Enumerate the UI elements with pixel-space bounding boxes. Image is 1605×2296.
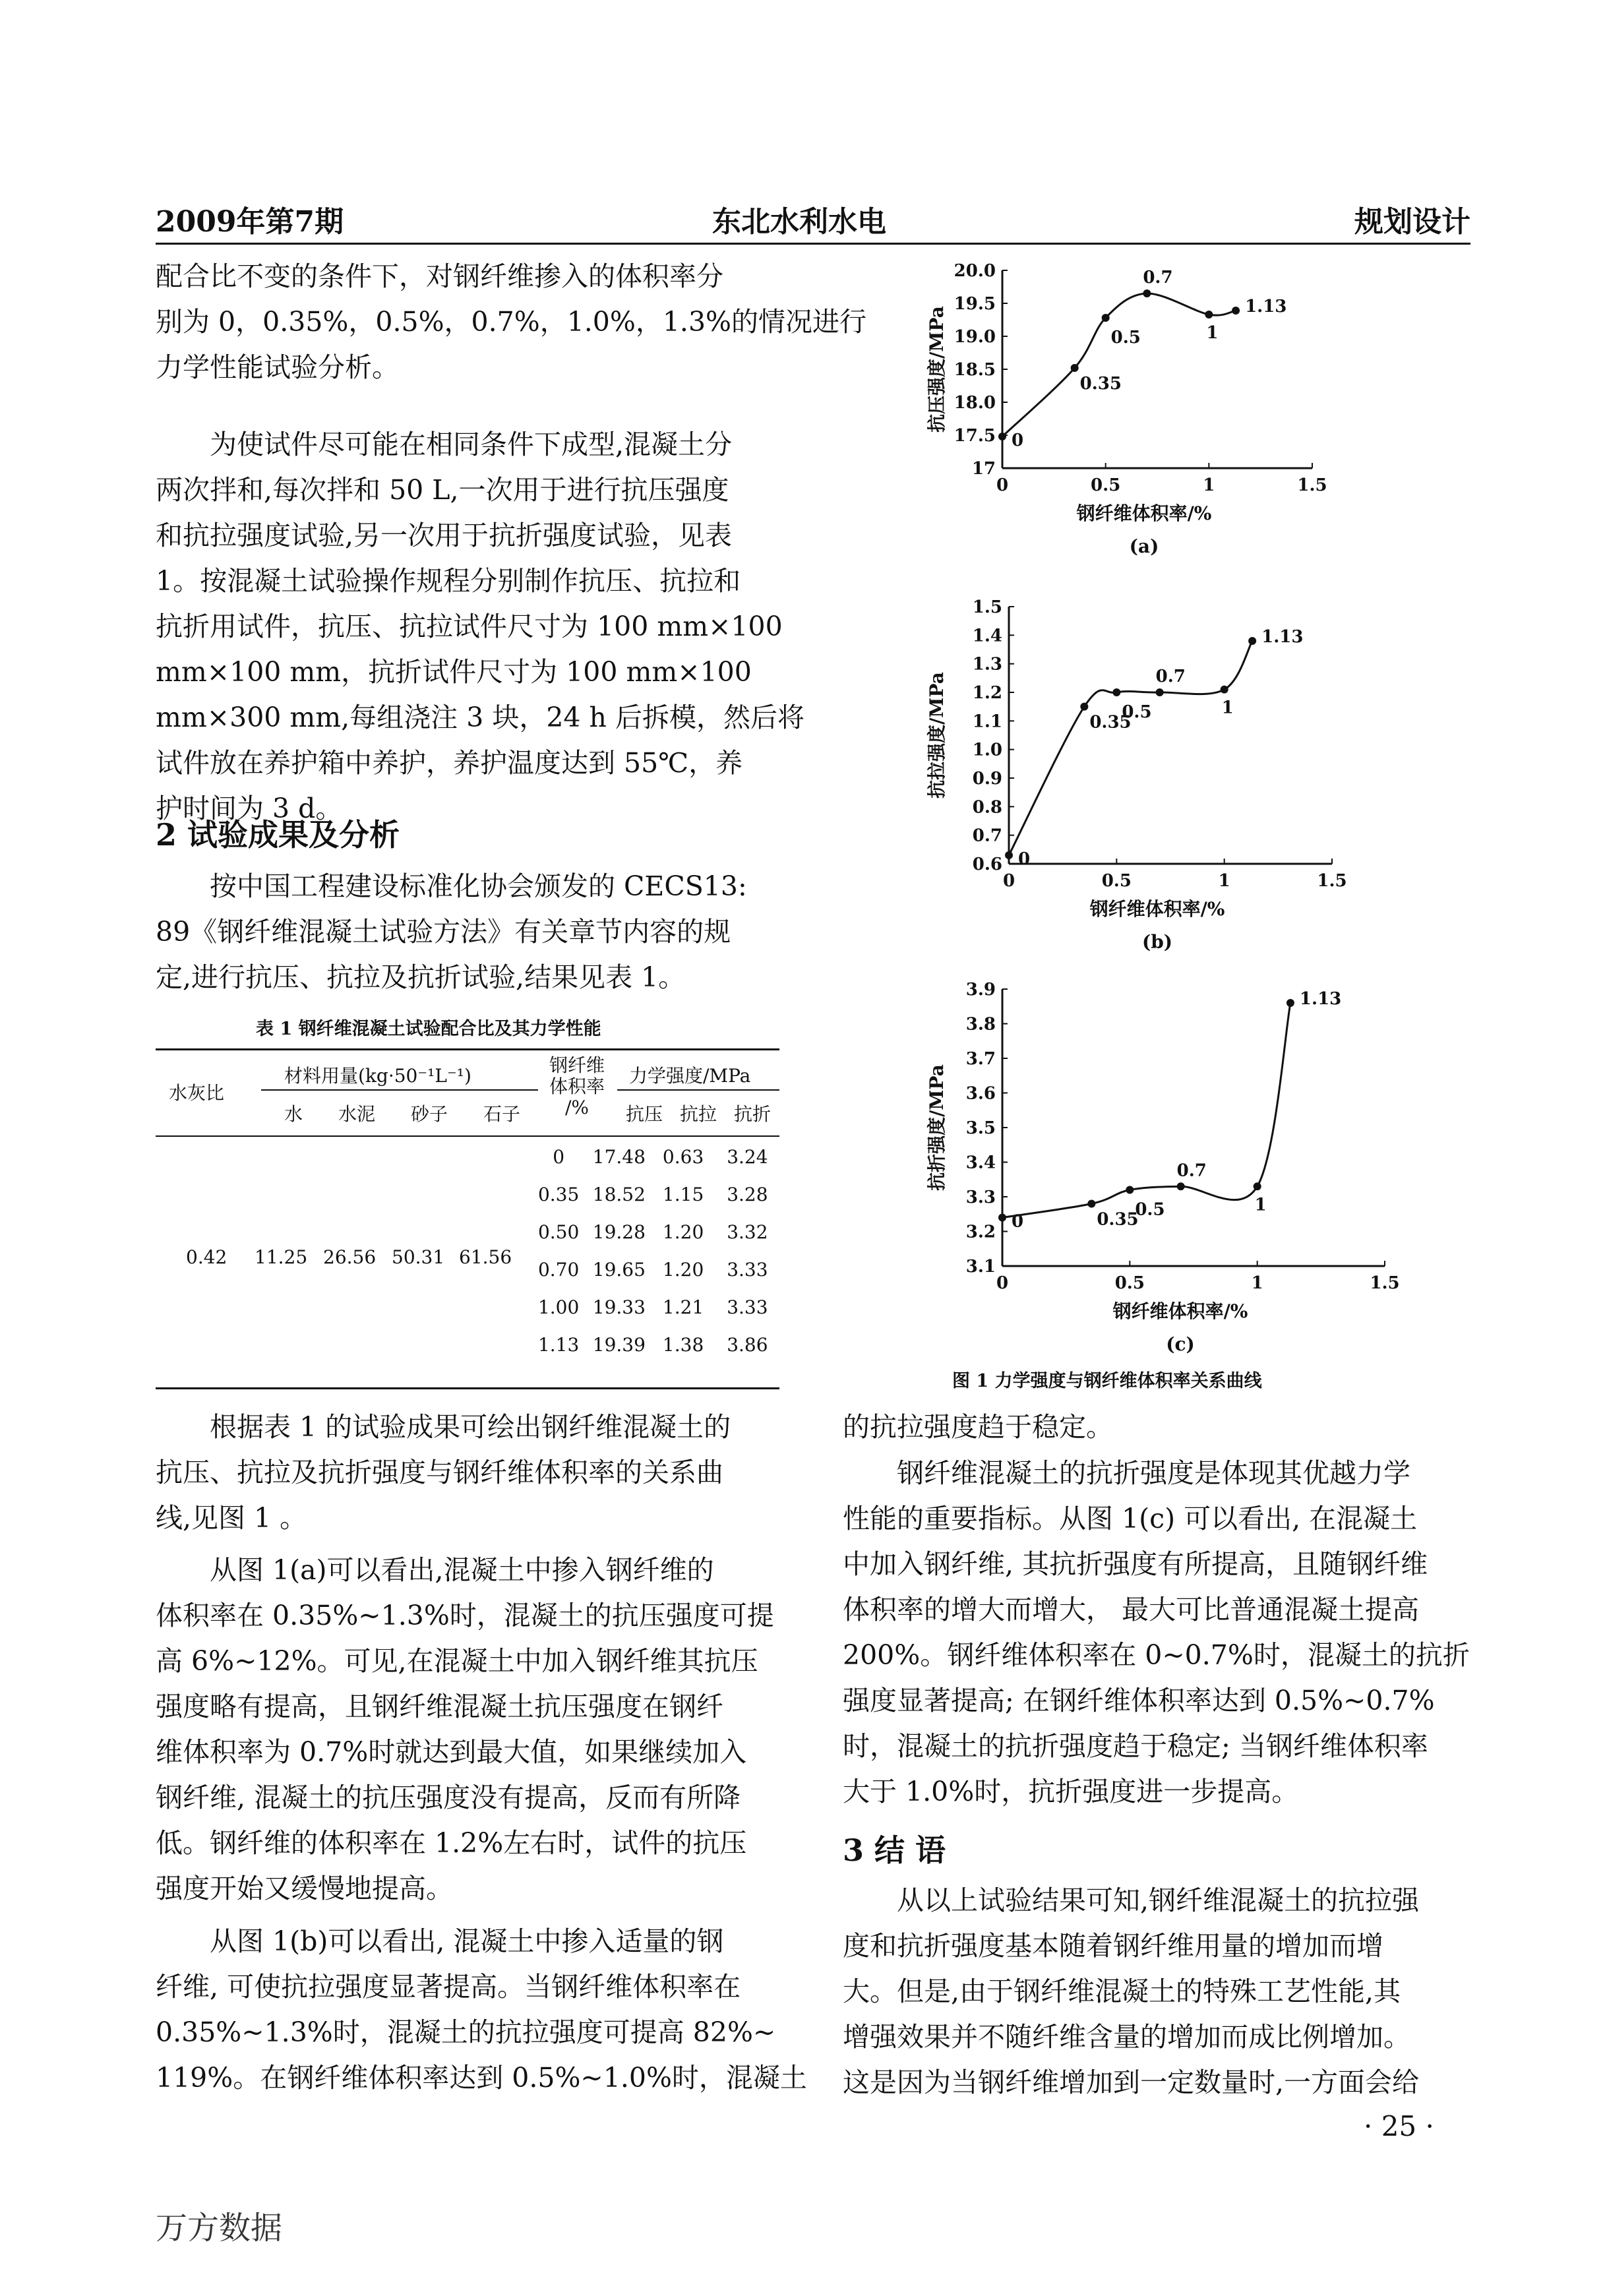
text-line: mm×100 mm，抗折试件尺寸为 100 mm×100 <box>156 656 752 688</box>
text-line: 这是因为当钢纤维增加到一定数量时,一方面会给 <box>843 2067 1420 2098</box>
paragraph-4 <box>156 1405 779 1541</box>
x-tick-label: 0.5 <box>1091 475 1121 495</box>
text-line: 大。但是,由于钢纤维混凝土的特殊工艺性能,其 <box>843 1976 1401 2007</box>
data-point <box>1177 1182 1185 1190</box>
table-row <box>530 1288 779 1326</box>
y-tick-label: 1.5 <box>972 597 1002 617</box>
y-tick-label: 19.0 <box>954 327 996 347</box>
data-point <box>1126 1186 1134 1194</box>
watermark: 万方数据 <box>156 2210 283 2247</box>
sub-sand: 砂子 <box>410 1103 448 1125</box>
text-line: 强度显著提高; 在钢纤维体积率达到 0.5%~0.7% <box>843 1685 1435 1716</box>
sub-compressive: 抗压 <box>625 1103 663 1125</box>
table-caption: 表 1 钢纤维混凝土试验配合比及其力学性能 <box>256 1019 601 1039</box>
y-tick-label: 3.2 <box>965 1222 996 1242</box>
text-line: 力学性能试验分析。 <box>156 351 399 383</box>
point-label: 0.35 <box>1089 712 1132 733</box>
paragraph-5 <box>156 1548 779 1912</box>
data-point <box>1156 688 1164 696</box>
x-tick-label: 1.5 <box>1370 1273 1400 1293</box>
point-label: 0.5 <box>1110 328 1141 347</box>
material-subheads <box>266 1100 538 1126</box>
text-line: 体积率在 0.35%~1.3%时，混凝土的抗压强度可提 <box>156 1600 774 1631</box>
y-tick-label: 0.9 <box>972 769 1002 789</box>
table-cell: 1.20 <box>662 1259 704 1281</box>
header-fiber-l2: 体积率 <box>549 1075 605 1097</box>
table-cell: 0.63 <box>662 1146 704 1168</box>
text-line: 维体积率为 0.7%时就达到最大值，如果继续加入 <box>156 1736 747 1768</box>
table-row <box>530 1138 779 1176</box>
text-line: 度和抗折强度基本随着钢纤维用量的增加而增 <box>843 1930 1383 1962</box>
paragraph-1 <box>156 254 867 390</box>
point-label: 0.7 <box>1143 268 1173 287</box>
data-point <box>1205 311 1213 318</box>
table-cell: 19.33 <box>592 1296 646 1318</box>
text-line: 从图 1(b)可以看出, 混凝土中掺入适量的钢 <box>210 1925 724 1957</box>
y-tick-label: 18.5 <box>954 360 996 380</box>
table-cell: 3.33 <box>727 1259 768 1281</box>
y-axis-label: 抗拉强度/MPa <box>926 672 948 799</box>
y-axis-label: 抗折强度/MPa <box>926 1064 948 1191</box>
table-cell: 0.50 <box>537 1221 580 1243</box>
table-header-rule <box>156 1135 779 1137</box>
cell-wc: 0.42 <box>186 1246 227 1268</box>
table-row <box>530 1251 779 1288</box>
table-cell: 3.24 <box>727 1146 768 1168</box>
data-point <box>998 433 1006 440</box>
text-line: 试件放在养护箱中养护，养护温度达到 55℃，养 <box>156 747 743 779</box>
sub-tensile: 抗拉 <box>679 1103 717 1125</box>
text-line: 按中国工程建设标准化协会颁发的 CECS13: <box>210 870 747 902</box>
y-axis-label: 抗压强度/MPa <box>926 306 948 433</box>
material-subrule <box>261 1089 538 1091</box>
y-tick-label: 3.3 <box>965 1188 996 1207</box>
text-line: 中加入钢纤维, 其抗折强度有所提高，且随钢纤维 <box>843 1548 1428 1580</box>
text-line: 89《钢纤维混凝土试验方法》有关章节内容的规 <box>156 916 731 948</box>
y-tick-label: 3.1 <box>965 1257 996 1277</box>
chart-svg <box>877 593 1405 956</box>
table-cell: 1.38 <box>662 1334 704 1356</box>
point-label: 1 <box>1221 698 1234 718</box>
table-cell: 19.39 <box>592 1334 646 1356</box>
data-point <box>1080 703 1088 711</box>
point-label: 0.7 <box>1155 667 1186 686</box>
y-tick-label: 1.1 <box>972 711 1002 732</box>
data-point <box>1102 314 1110 322</box>
text-line: 护时间为 3 d。 <box>156 793 343 824</box>
panel-label: (b) <box>1141 931 1173 953</box>
strength-subrule <box>617 1089 779 1091</box>
point-label: 0 <box>1012 431 1024 450</box>
text-line: 定,进行抗压、抗拉及抗折试验,结果见表 1。 <box>156 961 686 993</box>
point-label: 0.5 <box>1122 702 1152 722</box>
cell-stone: 61.56 <box>459 1246 512 1268</box>
issue-label: 2009年第7期 <box>156 205 344 239</box>
text-line: 体积率的增大而增大， 最大可比普通混凝土提高 <box>843 1594 1420 1625</box>
table-cell: 3.28 <box>727 1184 768 1205</box>
text-line: 时，混凝土的抗折强度趋于稳定; 当钢纤维体积率 <box>843 1730 1428 1762</box>
sub-flexural: 抗折 <box>733 1103 771 1125</box>
text-line: 200%。钢纤维体积率在 0~0.7%时，混凝土的抗折 <box>843 1639 1470 1671</box>
x-axis-label: 钢纤维体积率/% <box>1112 1300 1248 1322</box>
data-point <box>1221 686 1228 694</box>
text-line: 的抗拉强度趋于稳定。 <box>843 1411 1113 1443</box>
point-label: 0.35 <box>1097 1209 1139 1230</box>
chart-svg <box>877 976 1405 1358</box>
text-line: 从以上试验结果可知,钢纤维混凝土的抗拉强 <box>897 1885 1420 1916</box>
header-fiber <box>547 1055 607 1118</box>
table-cell: 19.65 <box>592 1259 646 1281</box>
y-tick-label: 17 <box>971 459 996 479</box>
table-cell: 0 <box>553 1146 565 1168</box>
header-rule <box>156 243 1470 245</box>
text-line: 强度略有提高，且钢纤维混凝土抗压强度在钢纤 <box>156 1691 723 1722</box>
table-row <box>530 1213 779 1251</box>
y-tick-label: 3.4 <box>965 1153 996 1173</box>
text-line: 纤维, 可使抗拉强度显著提高。当钢纤维体积率在 <box>156 1971 741 2003</box>
x-tick-label: 0 <box>996 475 1009 495</box>
header-strength: 力学强度/MPa <box>629 1065 751 1087</box>
text-line: 钢纤维混凝土的抗折强度是体现其优越力学 <box>897 1457 1410 1489</box>
paragraph-7 <box>843 1405 1467 1450</box>
table-cell: 18.52 <box>592 1184 646 1205</box>
point-label: 0 <box>1018 849 1031 869</box>
table-top-rule <box>156 1048 779 1050</box>
strength-subheads <box>617 1100 779 1126</box>
point-label: 0.5 <box>1135 1199 1165 1220</box>
y-tick-label: 3.5 <box>965 1118 996 1138</box>
paragraph-6 <box>156 1919 807 2101</box>
table-cell: 1.20 <box>662 1221 704 1243</box>
sub-cement: 水泥 <box>338 1103 375 1125</box>
table-cell: 17.48 <box>592 1146 646 1168</box>
text-line: 两次拌和,每次拌和 50 L,一次用于进行抗压强度 <box>156 474 729 506</box>
table-row <box>530 1176 779 1213</box>
table-cell: 1.13 <box>537 1334 580 1356</box>
point-label: 1.13 <box>1245 297 1287 317</box>
table-cell: 19.28 <box>592 1221 646 1243</box>
text-line: 大于 1.0%时，抗折强度进一步提高。 <box>843 1776 1299 1807</box>
x-tick-label: 0.5 <box>1101 871 1132 891</box>
text-line: 高 6%~12%。可见,在混凝土中加入钢纤维其抗压 <box>156 1645 758 1677</box>
text-line: 强度开始又缓慢地提高。 <box>156 1873 453 1904</box>
text-line: 抗折用试件，抗压、抗拉试件尺寸为 100 mm×100 <box>156 611 783 642</box>
table-right-block <box>530 1138 779 1364</box>
section-heading-3: 3 结 语 <box>843 1832 946 1868</box>
text-line: 线,见图 1 。 <box>156 1502 307 1534</box>
table-cell: 3.86 <box>727 1334 768 1356</box>
data-point <box>1005 851 1013 859</box>
section-label: 规划设计 <box>1354 205 1470 239</box>
text-line: 钢纤维, 混凝土的抗压强度没有提高，反而有所降 <box>156 1782 741 1813</box>
y-tick-label: 3.8 <box>965 1014 996 1035</box>
x-tick-label: 1 <box>1218 871 1230 891</box>
table-cell: 0.70 <box>537 1259 580 1281</box>
point-label: 0 <box>1012 1211 1024 1232</box>
x-tick-label: 1.5 <box>1317 871 1347 891</box>
data-point <box>1232 307 1240 315</box>
x-tick-label: 1 <box>1251 1273 1263 1293</box>
y-tick-label: 1.0 <box>972 740 1002 760</box>
cell-water: 11.25 <box>255 1246 308 1268</box>
chart-svg <box>877 257 1405 587</box>
table-cell: 3.32 <box>727 1221 768 1243</box>
header-fiber-l1: 钢纤维 <box>549 1054 605 1076</box>
y-tick-label: 1.3 <box>972 654 1002 675</box>
point-label: 1 <box>1254 1195 1267 1215</box>
x-tick-label: 0 <box>1002 871 1015 891</box>
data-point <box>1248 637 1256 645</box>
table-header <box>156 1055 779 1134</box>
page-number: · 25 · <box>1364 2110 1434 2142</box>
table-cell: 1.00 <box>537 1296 580 1318</box>
text-line: 1。按混凝土试验操作规程分别制作抗压、抗拉和 <box>156 565 741 597</box>
header-fiber-l3: /% <box>564 1097 590 1118</box>
x-axis-label: 钢纤维体积率/% <box>1076 502 1212 524</box>
data-point <box>1254 1182 1261 1190</box>
x-tick-label: 1.5 <box>1297 475 1327 495</box>
text-line: 和抗拉强度试验,另一次用于抗折强度试验，见表 <box>156 520 733 551</box>
text-line: 119%。在钢纤维体积率达到 0.5%~1.0%时，混凝土 <box>156 2062 807 2094</box>
x-tick-label: 0 <box>996 1273 1009 1293</box>
y-tick-label: 0.6 <box>972 855 1002 874</box>
figure-1b <box>877 593 1405 956</box>
point-label: 0.35 <box>1079 374 1122 394</box>
y-tick-label: 1.4 <box>972 626 1002 646</box>
text-line: 为使试件尽可能在相同条件下成型,混凝土分 <box>210 429 733 460</box>
journal-title: 东北水利水电 <box>712 205 886 239</box>
point-label: 0.7 <box>1176 1161 1207 1181</box>
cell-cement: 26.56 <box>323 1246 377 1268</box>
table-cell: 3.33 <box>727 1296 768 1318</box>
panel-label: (c) <box>1166 1333 1195 1355</box>
table-cell: 1.21 <box>662 1296 704 1318</box>
point-label: 1.13 <box>1299 989 1342 1009</box>
data-point <box>998 1214 1006 1222</box>
series-line <box>1002 1003 1290 1218</box>
text-line: 根据表 1 的试验成果可绘出钢纤维混凝土的 <box>210 1411 731 1443</box>
x-tick-label: 1 <box>1203 475 1215 495</box>
y-tick-label: 17.5 <box>954 426 996 446</box>
series-line <box>1002 293 1236 437</box>
paragraph-9 <box>843 1878 1467 2105</box>
text-line: 0.35%~1.3%时，混凝土的抗拉强度可提高 82%~ <box>156 2016 776 2048</box>
table-bottom-rule <box>156 1387 779 1389</box>
figure-1a <box>877 257 1405 587</box>
point-label: 1 <box>1206 323 1219 343</box>
paragraph-8 <box>843 1451 1470 1815</box>
data-point <box>1112 688 1120 696</box>
table-row <box>530 1326 779 1364</box>
y-tick-label: 3.6 <box>965 1083 996 1104</box>
data-point <box>1287 999 1294 1007</box>
y-tick-label: 19.5 <box>954 294 996 314</box>
y-tick-label: 3.9 <box>965 980 996 1000</box>
data-point <box>1071 364 1079 372</box>
header-wc: 水灰比 <box>169 1082 225 1104</box>
y-tick-label: 20.0 <box>954 261 996 281</box>
paragraph-3 <box>156 864 779 1000</box>
point-label: 1.13 <box>1261 627 1304 647</box>
figure-1c <box>877 976 1405 1358</box>
table-cell: 1.15 <box>662 1184 704 1205</box>
x-tick-label: 0.5 <box>1114 1273 1145 1293</box>
text-line: 抗压、抗拉及抗折强度与钢纤维体积率的关系曲 <box>156 1457 723 1488</box>
sub-water: 水 <box>284 1103 303 1125</box>
section-heading-2: 2 试验成果及分析 <box>156 817 400 853</box>
y-tick-label: 0.7 <box>972 826 1002 846</box>
cell-sand: 50.31 <box>392 1246 445 1268</box>
text-line: 低。钢纤维的体积率在 1.2%左右时，试件的抗压 <box>156 1827 747 1859</box>
text-line: 别为 0，0.35%，0.5%，0.7%，1.0%，1.3%的情况进行 <box>156 306 867 338</box>
panel-label: (a) <box>1129 535 1159 557</box>
y-tick-label: 1.2 <box>972 683 1002 703</box>
sub-stone: 石子 <box>483 1103 520 1125</box>
table-cell: 0.35 <box>537 1184 580 1205</box>
paragraph-2 <box>156 422 804 831</box>
y-tick-label: 0.8 <box>972 797 1002 818</box>
data-point <box>1143 289 1151 297</box>
text-line: 性能的重要指标。从图 1(c) 可以看出, 在混凝土 <box>843 1503 1418 1534</box>
text-line: 增强效果并不随纤维含量的增加而成比例增加。 <box>843 2021 1410 2053</box>
y-tick-label: 18.0 <box>954 393 996 413</box>
data-point <box>1087 1200 1095 1208</box>
text-line: mm×300 mm,每组浇注 3 块，24 h 后拆模，然后将 <box>156 702 804 733</box>
x-axis-label: 钢纤维体积率/% <box>1089 898 1225 920</box>
figure-caption: 图 1 力学强度与钢纤维体积率关系曲线 <box>952 1371 1262 1391</box>
series-line <box>1009 641 1252 855</box>
text-line: 从图 1(a)可以看出,混凝土中掺入钢纤维的 <box>210 1554 714 1586</box>
text-line: 配合比不变的条件下，对钢纤维掺入的体积率分 <box>156 260 723 292</box>
y-tick-label: 3.7 <box>965 1049 996 1069</box>
header-material: 材料用量(kg·50⁻¹L⁻¹) <box>284 1065 471 1087</box>
